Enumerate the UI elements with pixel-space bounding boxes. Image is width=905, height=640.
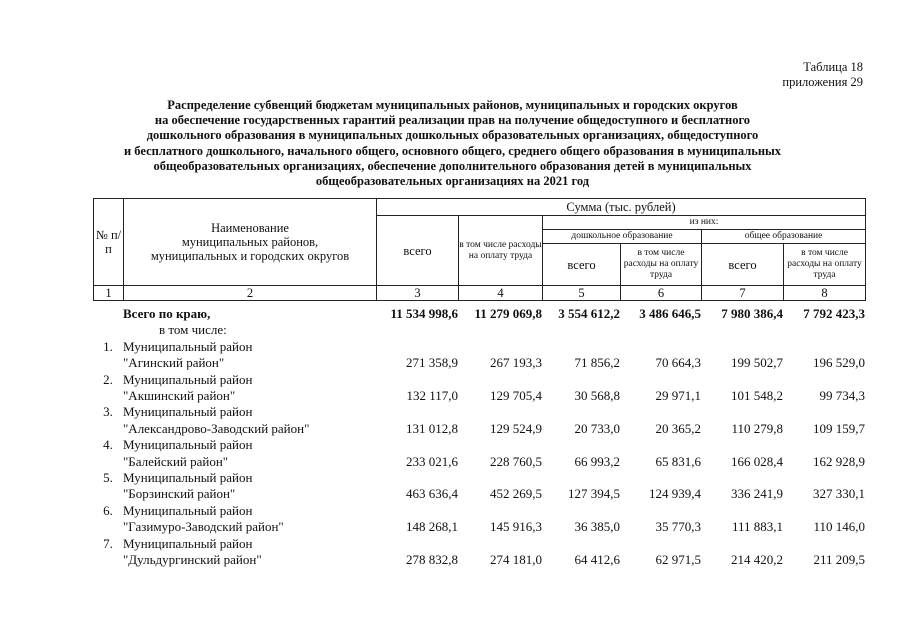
header-sum: Сумма (тыс. рублей): [377, 199, 866, 216]
header-preschool-total: всего: [543, 244, 621, 286]
total-value: 3 486 646,5: [639, 306, 701, 321]
header-preschool: дошкольное образование: [543, 230, 702, 244]
total-value: 11 279 069,8: [474, 306, 542, 321]
row-value: 463 636,4: [406, 486, 458, 502]
title-line: Распределение субвенций бюджетам муниципальных районов, муниципальных и городских округов: [167, 98, 738, 112]
row-value: 327 330,1: [813, 486, 865, 502]
row-name-line2: "Газимуро-Заводский район": [123, 519, 284, 535]
document-title: [80, 98, 825, 189]
table-row-values: [93, 486, 865, 502]
header-general: общее образование: [702, 230, 866, 244]
row-value: 211 209,5: [813, 552, 865, 568]
row-name-line1: Муниципальный район: [123, 437, 253, 453]
row-name-line1: Муниципальный район: [123, 371, 253, 387]
header-name: [124, 199, 377, 286]
row-value: 452 269,5: [490, 486, 542, 502]
total-value: 7 792 423,3: [803, 306, 865, 321]
row-name-line2: "Акшинский район": [123, 388, 236, 404]
table-row: [93, 437, 865, 453]
row-value: 271 358,9: [406, 355, 458, 371]
title-line: общеобразовательных организациях, обеспечение дополнительного образования детей в муниципальных: [153, 158, 752, 173]
header-num: № п/п: [94, 199, 124, 286]
row-name-line1: Муниципальный район: [123, 502, 253, 518]
header-general-total: всего: [702, 244, 784, 286]
table-row: [93, 470, 865, 486]
col-num: 2: [124, 286, 377, 301]
row-value: 109 159,7: [813, 420, 865, 436]
table-row: [93, 503, 865, 519]
header-preschool-wage: в том числе расходы на оплату труда: [621, 244, 702, 286]
col-num: 4: [459, 286, 543, 301]
table-row: [93, 339, 865, 355]
row-value: 267 193,3: [490, 355, 542, 371]
row-number: 3.: [103, 404, 113, 420]
row-name-line2: "Агинский район": [123, 355, 225, 371]
row-value: 66 993,2: [574, 453, 620, 469]
row-name-line2: "Балейский район": [123, 453, 229, 469]
row-value: 127 394,5: [568, 486, 620, 502]
row-number: 4.: [103, 437, 113, 453]
row-value: 110 279,8: [731, 420, 783, 436]
table-row-values: [93, 421, 865, 437]
row-value: 162 928,9: [813, 453, 865, 469]
row-value: 129 705,4: [490, 388, 542, 404]
row-value: 145 916,3: [490, 519, 542, 535]
total-label: Всего по краю,: [123, 306, 211, 321]
including-label: в том числе:: [159, 322, 227, 338]
header-of-them: из них:: [543, 216, 866, 230]
table-reference: [782, 60, 863, 90]
col-num: 6: [621, 286, 702, 301]
row-value: 62 971,5: [655, 552, 701, 568]
row-value: 70 664,3: [655, 355, 701, 371]
row-number: 5.: [103, 470, 113, 486]
row-value: 132 117,0: [406, 388, 458, 404]
row-value: 36 385,0: [574, 519, 620, 535]
col-num: 5: [543, 286, 621, 301]
row-value: 148 268,1: [406, 519, 458, 535]
title-line: общеобразовательных организациях на 2021 год: [315, 174, 590, 189]
row-number: 7.: [103, 535, 113, 551]
row-value: 111 883,1: [731, 519, 783, 535]
row-name-line2: "Александрово-Заводский район": [123, 420, 310, 436]
header-name-line: муниципальных и городских округов: [150, 249, 350, 263]
row-value: 278 832,8: [406, 552, 458, 568]
table-row-values: [93, 355, 865, 371]
row-value: 274 181,0: [490, 552, 542, 568]
row-value: 20 365,2: [655, 420, 701, 436]
row-value: 35 770,3: [655, 519, 701, 535]
row-value: 110 146,0: [813, 519, 865, 535]
row-value: 233 021,6: [406, 453, 458, 469]
header-incl-wage: в том числе расходы на оплату труда: [459, 216, 543, 286]
table-header: [93, 198, 866, 301]
row-value: 199 502,7: [731, 355, 783, 371]
data-table: [93, 306, 865, 569]
col-num: 1: [94, 286, 124, 301]
row-name-line1: Муниципальный район: [123, 535, 253, 551]
total-row: [93, 306, 865, 322]
table-row-values: [93, 552, 865, 568]
row-value: 166 028,4: [731, 453, 783, 469]
total-sub-row: [93, 322, 865, 338]
row-value: 129 524,9: [490, 420, 542, 436]
col-num: 7: [702, 286, 784, 301]
total-value: 7 980 386,4: [721, 306, 783, 321]
row-value: 29 971,1: [655, 388, 701, 404]
row-value: 336 241,9: [731, 486, 783, 502]
title-line: на обеспечение государственных гарантий реализации прав на получение общедоступного и бесплатного: [154, 113, 751, 128]
appendix-number: приложения 29: [782, 75, 863, 89]
table-row-values: [93, 519, 865, 535]
total-value: 3 554 612,2: [558, 306, 620, 321]
row-number: 6.: [103, 502, 113, 518]
title-line: и бесплатного дошкольного, начального общего, основного общего, среднего общего образования в муниципальных: [123, 143, 782, 158]
row-value: 71 856,2: [574, 355, 620, 371]
row-number: 2.: [103, 371, 113, 387]
table-row-values: [93, 388, 865, 404]
row-name-line1: Муниципальный район: [123, 338, 253, 354]
row-value: 214 420,2: [731, 552, 783, 568]
row-name-line1: Муниципальный район: [123, 404, 253, 420]
table-row-values: [93, 454, 865, 470]
row-value: 124 939,4: [649, 486, 701, 502]
row-name-line1: Муниципальный район: [123, 470, 253, 486]
header-name-line: Наименование: [211, 221, 289, 235]
row-number: 1.: [103, 338, 113, 354]
header-general-wage: в том числе расходы на оплату труда: [784, 244, 866, 286]
table-number: Таблица 18: [803, 60, 863, 74]
header-name-line: муниципальных районов,: [181, 235, 319, 249]
row-value: 64 412,6: [574, 552, 620, 568]
row-name-line2: "Борзинский район": [123, 486, 236, 502]
col-num: 3: [377, 286, 459, 301]
header-total: всего: [377, 216, 459, 286]
row-value: 30 568,8: [574, 388, 620, 404]
total-value: 11 534 998,6: [390, 306, 458, 321]
title-line: дошкольного образования в муниципальных дошкольных образовательных организациях, общедоступного: [146, 128, 759, 143]
row-value: 101 548,2: [731, 388, 783, 404]
row-value: 65 831,6: [655, 453, 701, 469]
row-name-line2: "Дульдургинский район": [123, 552, 262, 568]
table-row: [93, 372, 865, 388]
row-value: 99 734,3: [819, 388, 865, 404]
col-num: 8: [784, 286, 866, 301]
row-value: 20 733,0: [574, 420, 620, 436]
row-value: 228 760,5: [490, 453, 542, 469]
table-row: [93, 404, 865, 420]
row-value: 131 012,8: [406, 420, 458, 436]
table-row: [93, 536, 865, 552]
row-value: 196 529,0: [813, 355, 865, 371]
